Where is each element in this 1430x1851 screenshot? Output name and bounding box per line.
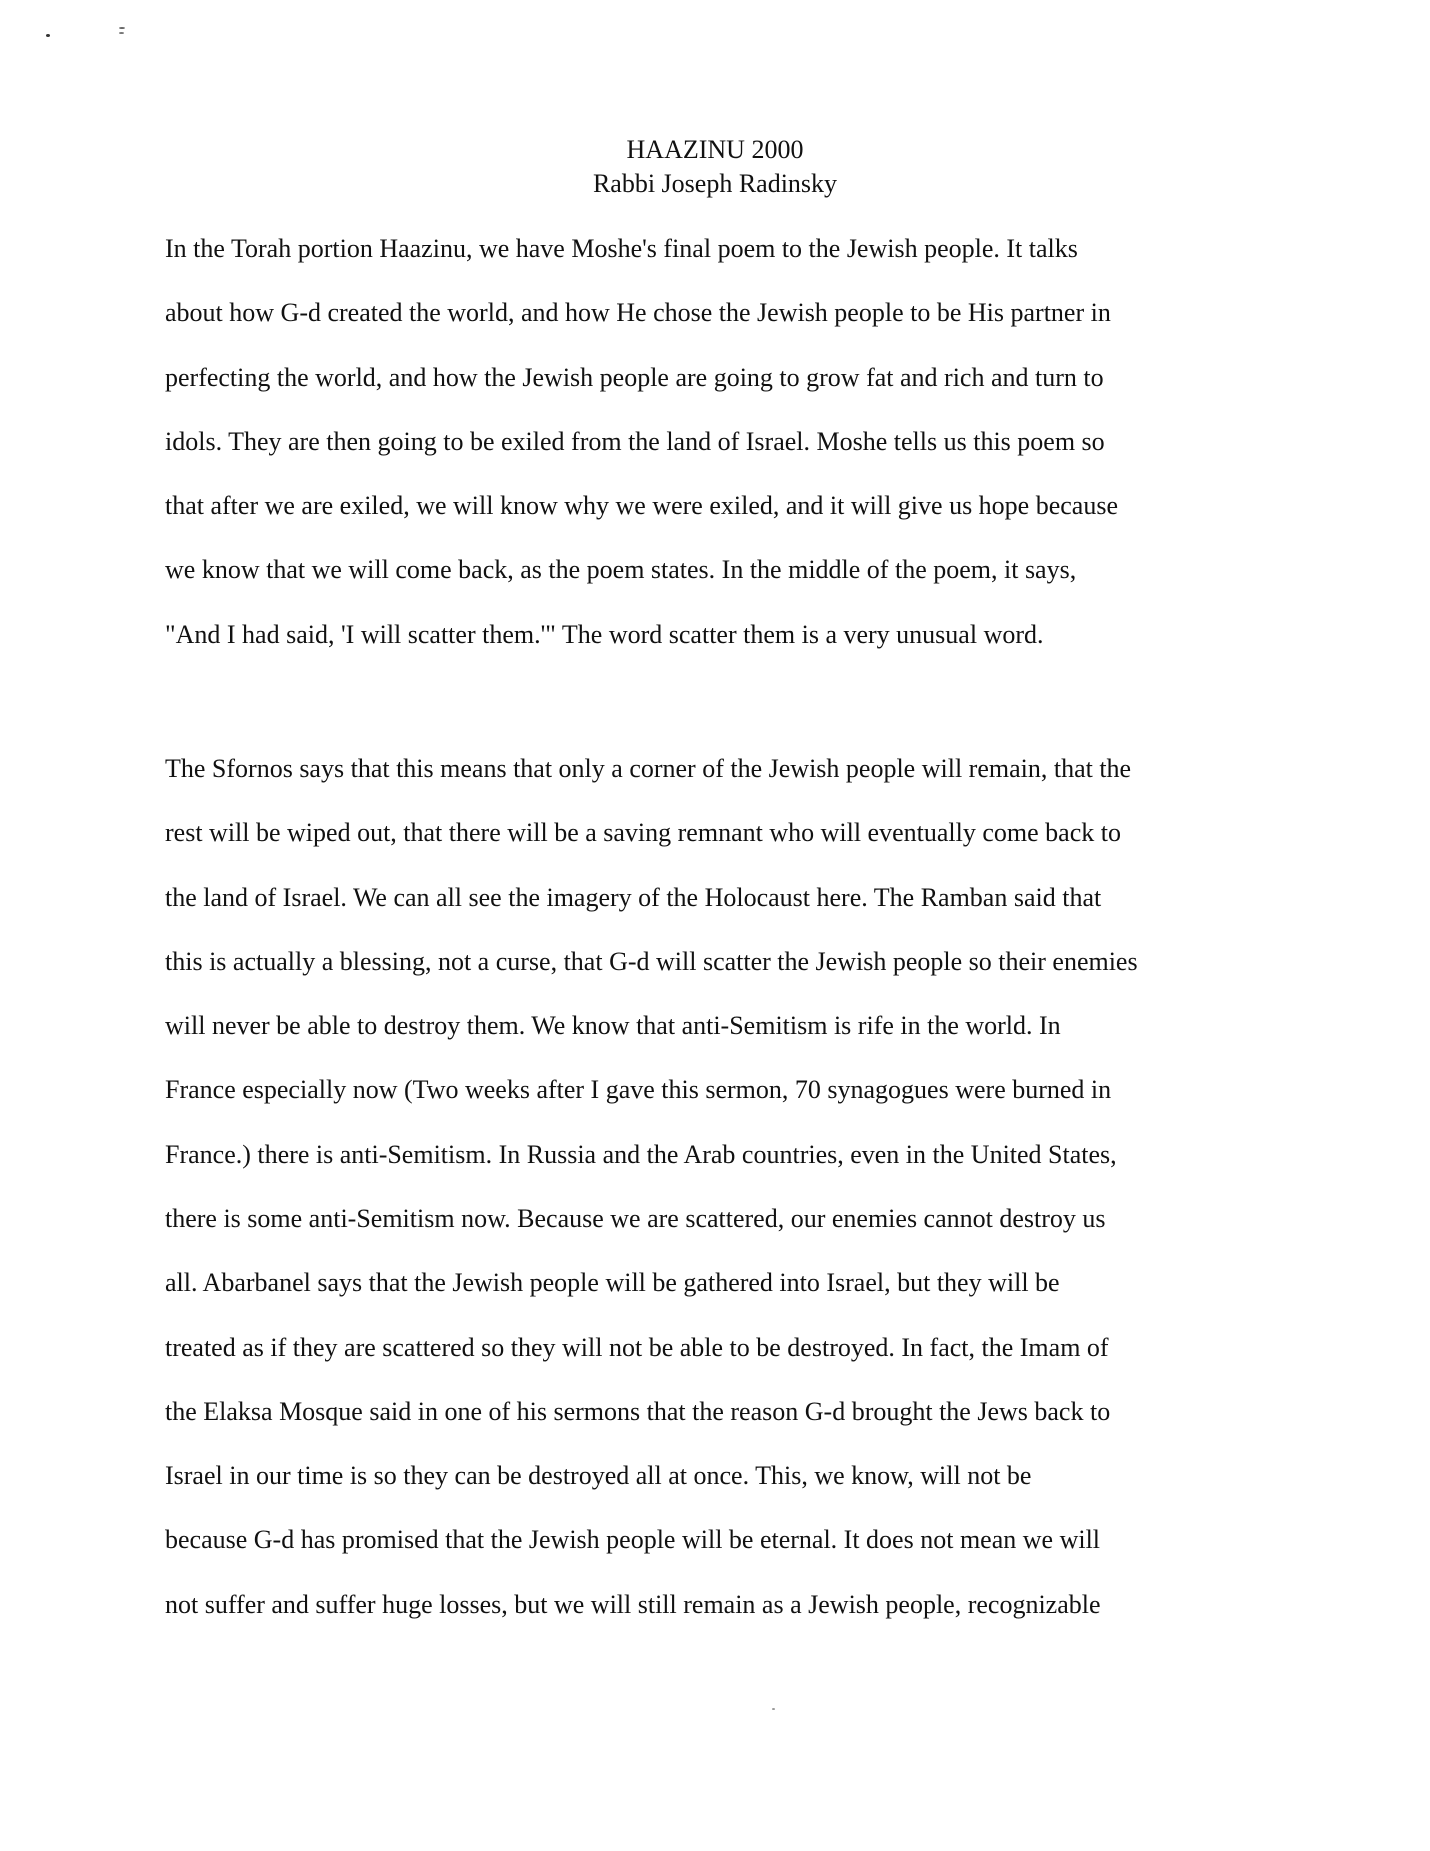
paragraph-line: In the Torah portion Haazinu, we have Moshe's final poem to the Jewish people. It talks [165, 234, 1078, 263]
paragraph-line: about how G-d created the world, and how He chose the Jewish people to be His partner in [165, 298, 1111, 327]
paragraph-line: we know that we will come back, as the poem states. In the middle of the poem, it says, [165, 555, 1077, 584]
document-header [0, 133, 1430, 201]
paragraph-line: that after we are exiled, we will know why we were exiled, and it will give us hope because [165, 491, 1118, 520]
scan-speck [46, 34, 50, 37]
paragraph-line: treated as if they are scattered so they will not be able to be destroyed. In fact, the Imam of [165, 1333, 1109, 1362]
paragraph-line: perfecting the world, and how the Jewish people are going to grow fat and rich and turn to [165, 363, 1104, 392]
scan-speck [119, 32, 124, 34]
scan-speck [119, 27, 125, 29]
paragraph-line: all. Abarbanel says that the Jewish people will be gathered into Israel, but they will be [165, 1268, 1060, 1297]
document-title: HAAZINU 2000 [626, 135, 804, 164]
paragraph-line: Israel in our time is so they can be destroyed all at once. This, we know, will not be [165, 1461, 1032, 1490]
paragraph-line: idols. They are then going to be exiled from the land of Israel. Moshe tells us this poem so [165, 427, 1105, 456]
paragraph-line: France.) there is anti-Semitism. In Russia and the Arab countries, even in the United States, [165, 1140, 1117, 1169]
paragraph-line: "And I had said, 'I will scatter them.'" The word scatter them is a very unusual word. [165, 620, 1044, 649]
scan-speck [772, 1708, 775, 1710]
paragraph-line: there is some anti-Semitism now. Because we are scattered, our enemies cannot destroy us [165, 1204, 1106, 1233]
paragraph-line: The Sfornos says that this means that only a corner of the Jewish people will remain, that the [165, 754, 1132, 783]
paragraph-line: not suffer and suffer huge losses, but we will still remain as a Jewish people, recognizable [165, 1590, 1101, 1619]
paragraph-line: the Elaksa Mosque said in one of his sermons that the reason G-d brought the Jews back to [165, 1397, 1111, 1426]
paragraph-line: will never be able to destroy them. We know that anti-Semitism is rife in the world. In [165, 1011, 1061, 1040]
document-author: Rabbi Joseph Radinsky [592, 169, 838, 198]
paragraph-line: rest will be wiped out, that there will be a saving remnant who will eventually come back to [165, 818, 1121, 847]
paragraph-line: this is actually a blessing, not a curse, that G-d will scatter the Jewish people so their enemies [165, 947, 1138, 976]
paragraph-line: the land of Israel. We can all see the imagery of the Holocaust here. The Ramban said that [165, 883, 1102, 912]
paragraph-line: France especially now (Two weeks after I gave this sermon, 70 synagogues were burned in [165, 1075, 1112, 1104]
paragraph-line: because G-d has promised that the Jewish people will be eternal. It does not mean we will [165, 1525, 1101, 1554]
